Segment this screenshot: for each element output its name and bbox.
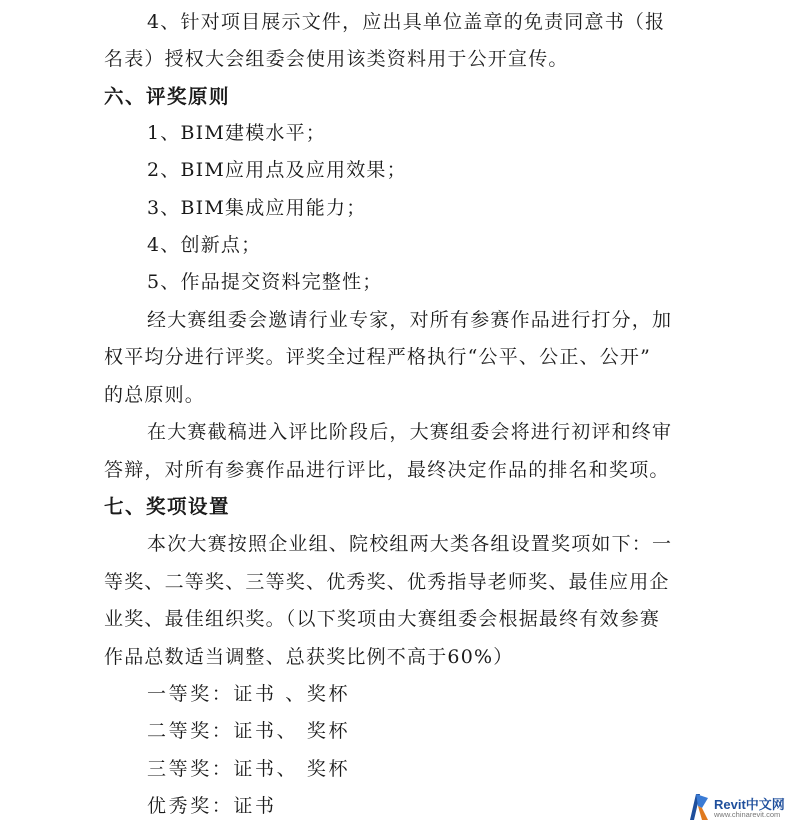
- paragraph-line: 4、针对项目展示文件，应出具单位盖章的免责同意书（报: [147, 11, 666, 33]
- paragraph-line: 经大赛组委会邀请行业专家，对所有参赛作品进行打分，加: [147, 309, 673, 331]
- paragraph-line: 作品总数适当调整、总获奖比例不高于60%）: [104, 646, 514, 668]
- list-item: 3、BIM集成应用能力；: [147, 197, 367, 219]
- list-item: 5、作品提交资料完整性；: [147, 271, 383, 293]
- award-line: 三等奖：证书、 奖杯: [147, 758, 351, 780]
- award-line: 二等奖：证书、 奖杯: [147, 720, 351, 742]
- list-item: 4、创新点；: [147, 234, 262, 256]
- watermark-logo: [686, 792, 796, 824]
- watermark-name: Revit中文网: [714, 797, 785, 812]
- paragraph-line: 名表）授权大会组委会使用该类资料用于公开宣传。: [104, 48, 569, 70]
- paragraph-line: 权平均分进行评奖。评奖全过程严格执行“公平、公正、公开”: [104, 346, 652, 368]
- list-item: 1、BIM建模水平；: [147, 122, 327, 144]
- paragraph-line: 在大赛截稿进入评比阶段后，大赛组委会将进行初评和终审: [147, 421, 673, 443]
- paragraph-line: 业奖、最佳组织奖。（以下奖项由大赛组委会根据最终有效参赛: [104, 608, 661, 630]
- section-heading: 六、评奖原则: [104, 85, 231, 108]
- paragraph-line: 的总原则。: [104, 384, 206, 406]
- paragraph-line: 答辩，对所有参赛作品进行评比，最终决定作品的排名和奖项。: [104, 459, 670, 481]
- revit-logo-icon: [686, 792, 712, 822]
- list-item: 2、BIM应用点及应用效果；: [147, 159, 407, 181]
- paragraph-line: 本次大赛按照企业组、院校组两大类各组设置奖项如下：一: [147, 533, 673, 555]
- watermark-url: www.chinarevit.com: [714, 810, 781, 819]
- award-line: 优秀奖：证书: [147, 795, 277, 817]
- section-heading: 七、奖项设置: [104, 495, 231, 518]
- paragraph-line: 等奖、二等奖、三等奖、优秀奖、优秀指导老师奖、最佳应用企: [104, 571, 670, 593]
- award-line: 一等奖：证书 、奖杯: [147, 683, 351, 705]
